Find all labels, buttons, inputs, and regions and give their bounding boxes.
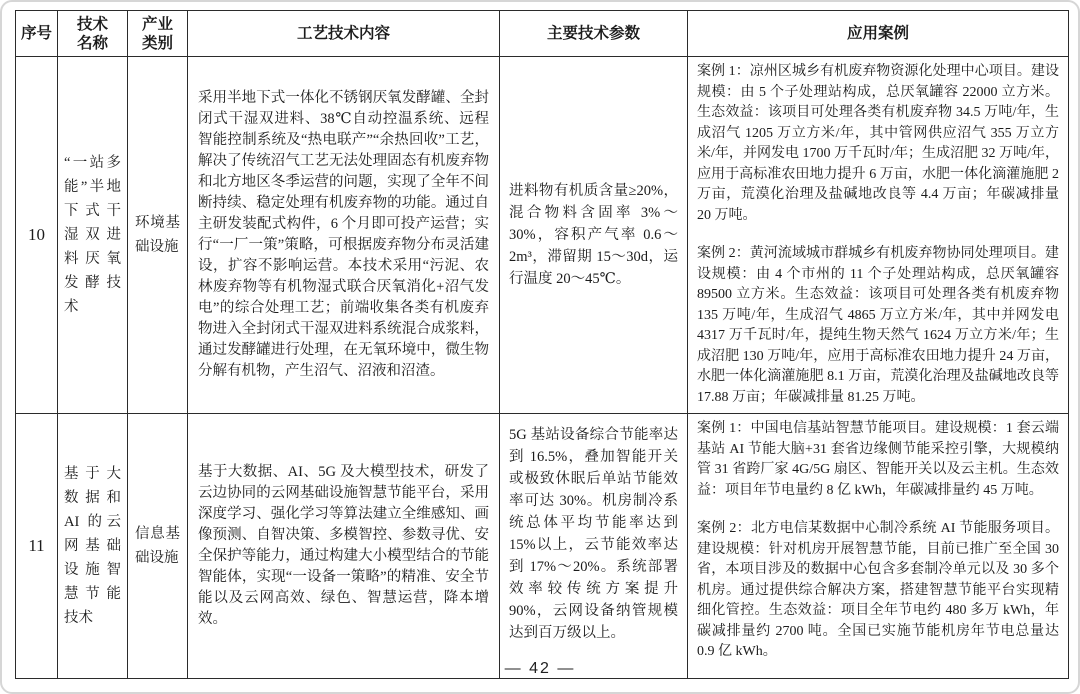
header-process-content-label: 工艺技术内容 [296, 25, 390, 42]
header-serial-number [16, 11, 58, 57]
cell-tech-name: “一站多能”半地下式干湿双进料厌氧发酵技术 [58, 57, 128, 414]
header-tech-params [500, 11, 688, 57]
header-application-cases [688, 11, 1069, 57]
page-number: — 42 — [504, 660, 576, 677]
cell-application-cases [688, 57, 1069, 414]
header-tech-name-label: 技术名称 [76, 15, 108, 52]
technology-catalog-table [15, 10, 1069, 679]
header-industry-category-label: 产业类别 [141, 15, 173, 52]
cell-tech-params: 5G 基站设备综合节能率达到 16.5%，叠加智能开关或极致休眠后单站节能效率可达 30%。机房制冷系统总体平均节能率达到 15%以上，云节能效率达到 17%～20%。系统部署效率较传统方案提升 90%，云网设备纳管规模达到百万级以上。 [500, 414, 688, 679]
case-paragraph: 案例 1：中国电信基站智慧节能项目。建设规模：1 套云端基站 AI 节能大脑+31 套省边缘侧节能采控引擎，大规模纳管 31 省跨厂家 4G/5G 扇区、智能开关以及云主机。生态效益：项目年节电量约 8 亿 kWh，年碳减排量约 45 万吨。 [697, 421, 1059, 498]
table-header-row [16, 11, 1069, 57]
header-process-content [188, 11, 500, 57]
table-row [16, 57, 1069, 414]
cell-serial-number: 10 [16, 57, 58, 414]
cell-tech-name: 基于大数据和 AI 的云网基础设施智慧节能技术 [58, 414, 128, 679]
cell-tech-params: 进料物有机质含量≥20%，混合物料含固率 3%～30%，容积产气率 0.6～2m³，滞留期 15～30d，运行温度 20～45℃。 [500, 57, 688, 414]
table-row [16, 414, 1069, 679]
case-paragraph: 案例 2：黄河流域城市群城乡有机废弃物协同处理项目。建设规模：由 4 个市州的 11 个子处理站构成，总厌氧罐容 89500 立方米。生态效益：该项目可处理各类有机废弃物 135 万吨/年，生成沼气 4865 万立方米/年，其中并网发电 4317 万千瓦时/年，提纯生物天然气 1624 万立方米/年；生成沼肥 130 万吨/年，应用于高标准农田地力提升 24 万亩，水肥一体化滴灌施肥 8.1 万亩，荒漠化治理及盐碱地改良等 17.88 万亩；年碳减排量 81.25 万吨。 [697, 246, 1059, 405]
case-paragraph: 案例 2：北方电信某数据中心制冷系统 AI 节能服务项目。建设规模：针对机房开展智慧节能，目前已推广至全国 30 省，本项目涉及的数据中心包含多套制冷单元以及 30 多个机房。通过提供综合解决方案，搭建智慧节能平台实现精细化管控。生态效益：项目全年节电约 480 多万 kWh，年碳减排量约 2700 吨。全国已实施节能机房年节电总量达 0.9 亿 kWh。 [697, 521, 1059, 659]
header-industry-category [128, 11, 188, 57]
header-serial-number-label: 序号 [20, 25, 52, 42]
cell-serial-number: 11 [16, 414, 58, 679]
cell-industry-category: 环境基础设施 [128, 57, 188, 414]
cell-process-content: 采用半地下式一体化不锈钢厌氧发酵罐、全封闭式干湿双进料、38℃自动控温系统、远程智能控制系统及“热电联产”“余热回收”工艺，解决了传统沼气工艺无法处理固态有机废弃物和北方地区冬季运营的问题，实现了全年不间断持续、稳定处理有机废弃物的功能。通过自主研发装配式构件，6 个月即可投产运营；实行“一厂一策”策略，可根据废弃物分布灵活建设，扩容不影响运营。本技术采用“污泥、农林废弃物等有机物湿式联合厌氧消化+沼气发电”的综合处理工艺；前端收集各类有机废弃物进入全封闭式干湿双进料系统混合成浆料，通过发酵罐进行处理，在无氧环境中，微生物分解有机物，产生沼气、沼液和沼渣。 [188, 57, 500, 414]
header-tech-params-label: 主要技术参数 [546, 25, 640, 42]
cell-process-content: 基于大数据、AI、5G 及大模型技术，研发了云边协同的云网基础设施智慧节能平台，采用深度学习、强化学习等算法建立全维感知、画像预测、自智决策、多模智控、参数寻优、安全保护等能力，通过构建大小模型结合的节能智能体，实现“一设备一策略”的精准、安全节能以及云网高效、绿色、智慧运营，降本增效。 [188, 414, 500, 679]
header-tech-name [58, 11, 128, 57]
header-application-cases-label: 应用案例 [846, 25, 909, 42]
case-paragraph: 案例 1：凉州区城乡有机废弃物资源化处理中心项目。建设规模：由 5 个子处理站构成，总厌氧罐容 22000 立方米。生态效益：该项目可处理各类有机废弃物 34.5 万吨/年，生成沼气 1205 万立方米/年，其中管网供应沼气 355 万立方米/年，并网发电 1700 万千瓦时/年；生成沼肥 32 万吨/年，应用于高标准农田地力提升 6 万亩，水肥一体化滴灌施肥 2 万亩，荒漠化治理及盐碱地改良等 4.4 万亩；年碳减排量 20 万吨。 [697, 64, 1059, 223]
cell-industry-category: 信息基础设施 [128, 414, 188, 679]
cell-application-cases [688, 414, 1069, 679]
